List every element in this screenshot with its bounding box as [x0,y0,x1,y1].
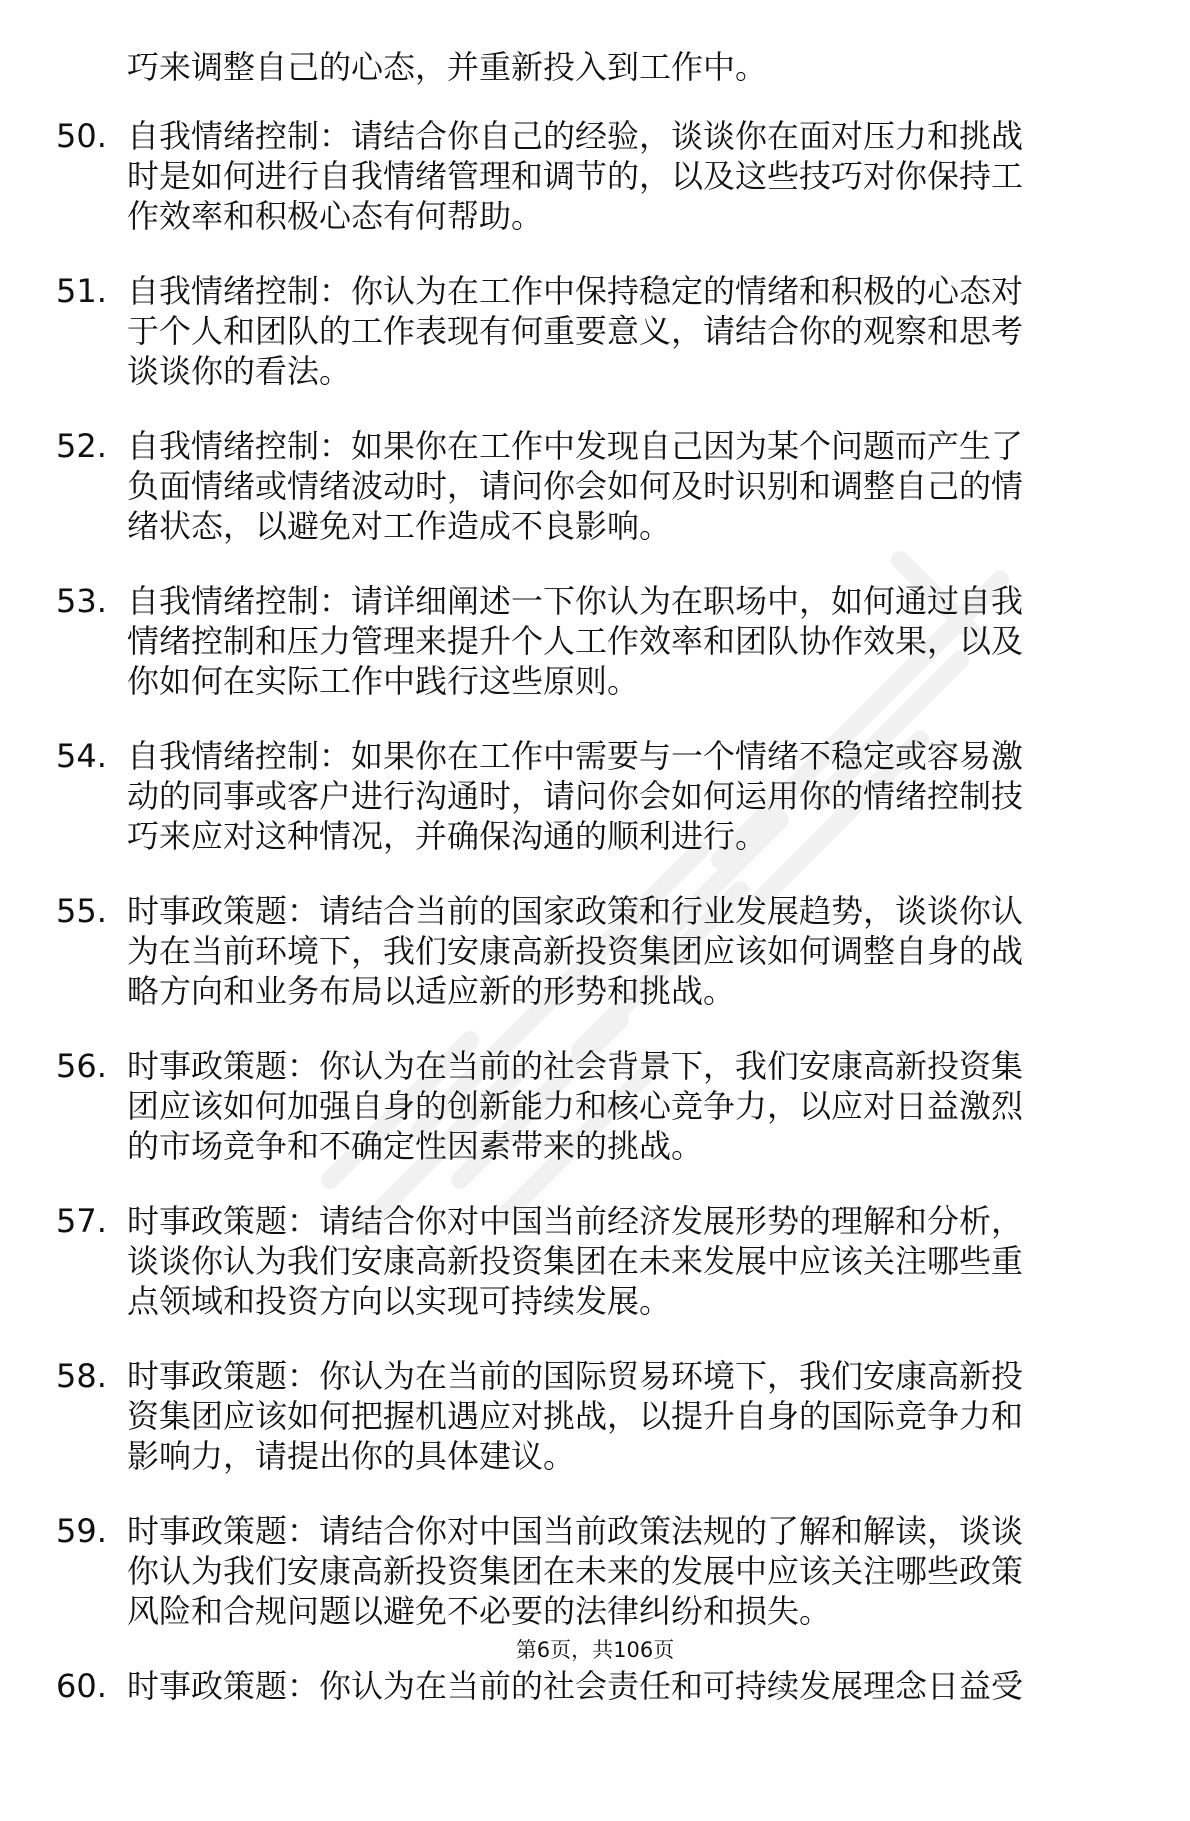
list-item [0,1356,1190,1511]
question-line: 你认为我们安康高新投资集团在未来的发展中应该关注哪些政策 [127,1552,1024,1590]
question-text [127,271,1137,391]
question-line: 时是如何进行自我情绪管理和调节的，以及这些技巧对你保持工 [127,157,1024,195]
question-line: 负面情绪或情绪波动时，请问你会如何及时识别和调整自己的情 [127,467,1024,505]
question-list [0,116,1190,1821]
question-number: 54. [56,737,107,775]
question-line: 时事政策题：你认为在当前的社会背景下，我们安康高新投资集 [127,1047,1024,1085]
list-item [0,1046,1190,1201]
question-number: 55. [56,892,107,930]
question-line: 自我情绪控制：你认为在工作中保持稳定的情绪和积极的心态对 [127,272,1024,310]
question-line: 谈谈你认为我们安康高新投资集团在未来发展中应该关注哪些重 [127,1242,1024,1280]
question-line: 时事政策题：请结合你对中国当前政策法规的了解和解读，谈谈 [127,1512,1024,1550]
question-text [127,426,1137,546]
question-text [127,1666,1137,1706]
question-line: 风险和合规问题以避免不必要的法律纠纷和损失。 [127,1592,832,1630]
list-item [0,891,1190,1046]
question-text [127,891,1137,1011]
question-line: 巧来应对这种情况，并确保沟通的顺利进行。 [127,817,768,855]
continuation-text: 巧来调整自己的心态，并重新投入到工作中。 [127,48,768,86]
question-line: 的市场竞争和不确定性因素带来的挑战。 [127,1127,704,1165]
question-line: 团应该如何加强自身的创新能力和核心竞争力，以应对日益激烈 [127,1087,1024,1125]
question-number: 59. [56,1512,107,1550]
question-text [127,1356,1137,1476]
question-line: 时事政策题：请结合你对中国当前经济发展形势的理解和分析， [127,1202,1024,1240]
list-item [0,116,1190,271]
question-number: 58. [56,1357,107,1395]
question-line: 为在当前环境下，我们安康高新投资集团应该如何调整自身的战 [127,932,1024,970]
question-line: 绪状态，以避免对工作造成不良影响。 [127,507,672,545]
question-line: 资集团应该如何把握机遇应对挑战，以提升自身的国际竞争力和 [127,1397,1024,1435]
list-item [0,581,1190,736]
question-line: 自我情绪控制：如果你在工作中发现自己因为某个问题而产生了 [127,427,1024,465]
question-line: 自我情绪控制：请结合你自己的经验，谈谈你在面对压力和挑战 [127,117,1024,155]
page-footer: 第6页，共106页 [515,1638,675,1662]
question-line: 自我情绪控制：如果你在工作中需要与一个情绪不稳定或容易激 [127,737,1024,775]
question-number: 60. [56,1667,107,1705]
question-number: 57. [56,1202,107,1240]
question-line: 时事政策题：你认为在当前的社会责任和可持续发展理念日益受 [127,1667,1024,1705]
list-item [0,1201,1190,1356]
question-line: 你如何在实际工作中践行这些原则。 [127,662,640,700]
list-item [0,426,1190,581]
question-line: 自我情绪控制：请详细阐述一下你认为在职场中，如何通过自我 [127,582,1024,620]
question-line: 谈谈你的看法。 [127,352,352,390]
question-text [127,581,1137,701]
question-text [127,1046,1137,1166]
question-number: 52. [56,427,107,465]
list-item [0,1666,1190,1821]
question-number: 56. [56,1047,107,1085]
question-line: 于个人和团队的工作表现有何重要意义，请结合你的观察和思考 [127,312,1024,350]
question-text [127,116,1137,236]
question-text [127,736,1137,856]
question-text [127,1511,1137,1631]
question-line: 作效率和积极心态有何帮助。 [127,197,544,235]
question-line: 动的同事或客户进行沟通时，请问你会如何运用你的情绪控制技 [127,777,1024,815]
question-line: 略方向和业务布局以适应新的形势和挑战。 [127,972,736,1010]
question-number: 50. [56,117,107,155]
question-line: 点领域和投资方向以实现可持续发展。 [127,1282,672,1320]
question-number: 51. [56,272,107,310]
question-number: 53. [56,582,107,620]
list-item [0,271,1190,426]
question-line: 时事政策题：请结合当前的国家政策和行业发展趋势，谈谈你认 [127,892,1024,930]
question-line: 时事政策题：你认为在当前的国际贸易环境下，我们安康高新投 [127,1357,1024,1395]
list-item [0,736,1190,891]
question-line: 情绪控制和压力管理来提升个人工作效率和团队协作效果，以及 [127,622,1024,660]
question-text [127,1201,1137,1321]
question-line: 影响力，请提出你的具体建议。 [127,1437,576,1475]
